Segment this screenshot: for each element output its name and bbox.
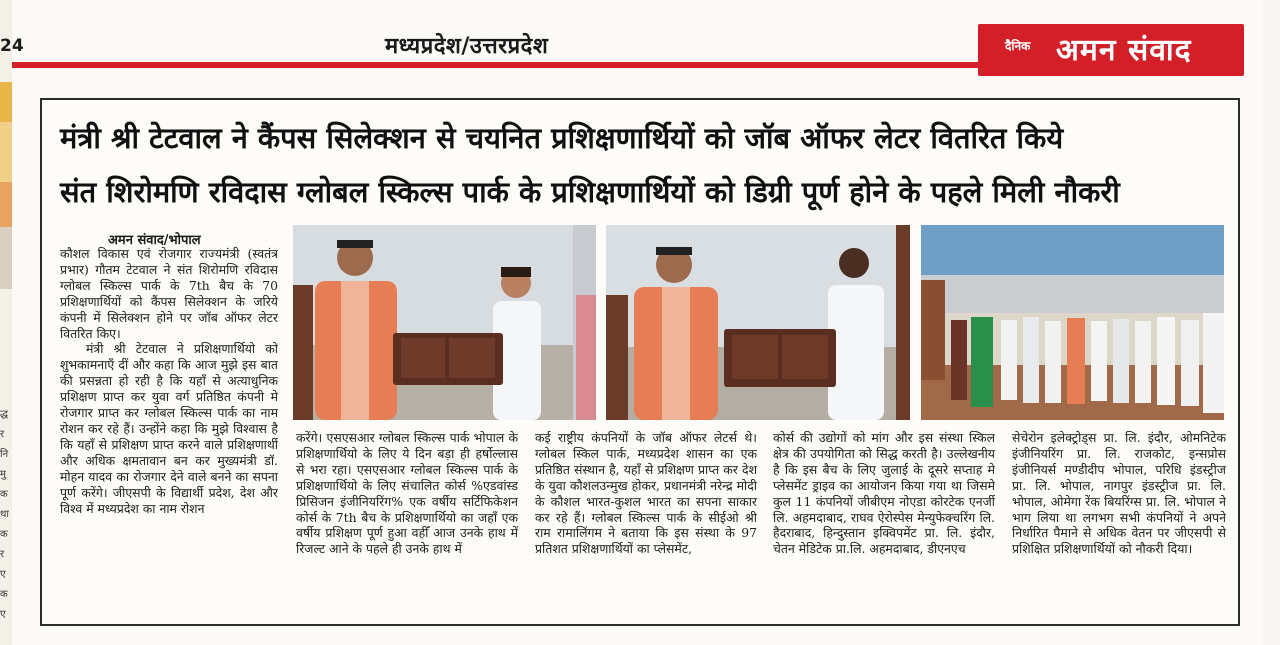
article-column-1 (60, 246, 278, 613)
photo-minister-with-female-trainee (293, 225, 596, 420)
article-paragraph: मंत्री श्री टेटवाल ने प्रशिक्षणार्थियो को शुभकामनाएँ दीं और कहा कि आज मुझे इस बात की प्रसन्नता हो रही है कि यहाँ से अत्याधुनिक प्रशिक्षण प्राप्त कर युवा वर्ग प्रतिष्ठित कंपनी मे रोजगार प्राप्त कर ग्लोबल स्किल्स पार्क का नाम रोशन कर रहे हैं। उन्होंने कहा कि मुझे विश्वास है कि यहाँ से प्रशिक्षण प्राप्त करने वाले प्रशिक्षणार्थी और अधिक क्षमतावान बन कर मुख्यमंत्री डॉ. मोहन यादव का रोजगार देने वाले बनने का सपना पूर्ण करेंगे। जीएसपी के विद्यार्थी प्रदेश, देश और विश्व में मध्यप्रदेश का नाम रोशन (60, 341, 278, 516)
article-paragraph: कौशल विकास एवं रोजगार राज्यमंत्री (स्वतंत्र प्रभार) गौतम टेटवाल ने संत शिरोमणि रविदास ग्लोबल स्किल्स पार्क के 7th बैच के 70 प्रशिक्षणार्थियों को कैंपस सिलेक्शन के जरिये कंपनी में सिलेक्शन होने पर जॉब ऑफर लेटर वितरित किए। (60, 246, 278, 341)
left-margin-fragment: र (0, 549, 5, 560)
left-margin-fragment: क (0, 589, 8, 600)
photo-minister-with-male-trainee (606, 225, 910, 420)
left-strip-ad-block (0, 122, 12, 182)
left-margin-text-column (0, 405, 12, 620)
left-margin-fragment: र (0, 429, 5, 440)
masthead-title: अमन संवाद (1056, 33, 1192, 68)
article-paragraph: करेंगे। एसएसआर ग्लोबल स्किल्स पार्क भोपाल के प्रशिक्षणार्थियो के लिए ये दिन बड़ा ही हर्षोल्लास से भरा रहा। एसएसआर ग्लोबल स्किल्स पार्क के प्रशिक्षणार्थियो के लिए संचालित कोर्स %एडवांस्ड प्रिसिजन इंजीनियरिंग% एक वर्षीय सर्टिफिकेशन कोर्स के 7th बैच के प्रशिक्षणार्थियो का जहाँ एक वर्षीय प्रशिक्षण पूर्ण हुआ वहीँ आज उनके हाथ में रिजल्ट आने के पहले ही उनके हाथ में (296, 430, 518, 557)
photo-1-illustration (293, 225, 596, 420)
masthead-prefix: दैनिक (1005, 39, 1031, 53)
left-margin-fragment: ए (0, 609, 6, 620)
headline-main: मंत्री श्री टेटवाल ने कैंपस सिलेक्शन से चयनित प्रशिक्षणार्थियों को जॉब ऑफर लेटर वितरित किये (60, 121, 1064, 155)
section-title: मध्यप्रदेश/उत्तरप्रदेश (385, 34, 549, 59)
article-column-3 (535, 430, 757, 616)
left-margin-fragment: था (0, 509, 9, 520)
article-column-4 (773, 430, 995, 616)
left-margin-fragment: क (0, 529, 8, 540)
left-margin-fragment: द्ध (0, 409, 8, 420)
left-margin-fragment: क (0, 489, 8, 500)
left-margin-fragment: मु (0, 469, 6, 480)
photo-2-illustration (606, 225, 910, 420)
left-margin-fragment: ए (0, 569, 6, 580)
dateline: अमन संवाद/भोपाल (108, 233, 201, 248)
left-margin-fragment: नि (0, 449, 9, 460)
article-paragraph: कई राष्ट्रीय कंपनियों के जॉब ऑफर लेटर्स थे। ग्लोबल स्किल पार्क, मध्यप्रदेश शासन का एक प्रतिष्ठित संस्थान है, यहाँ से प्रशिक्षण प्राप्त कर देश के युवा कौशलउन्मुख होकर, प्रधानमंत्री नरेन्द्र मोदी के कौशल भारत-कुशल भारत का सपना साकार कर रहे हैं। ग्लोबल स्किल्स पार्क के सीईओ श्री राम रामालिंगम ने बताया कि इस संस्था के 97 प्रतिशत प्रशिक्षणार्थियों का प्लेसमेंट, (535, 430, 757, 557)
header-red-rule (12, 62, 980, 68)
left-strip-ad-block (0, 227, 12, 289)
right-margin-strip (1262, 0, 1280, 645)
article-column-5 (1012, 430, 1226, 616)
photo-3-illustration (921, 225, 1224, 420)
article-paragraph: कोर्स की उद्योगों को मांग और इस संस्था स्किल क्षेत्र की उपयोगिता को सिद्ध करती है। उल्लेखनीय है कि इस बैच के लिए जुलाई के दूसरे सप्ताह मे प्लेसमेंट ड्राइव का आयोजन किया गया था जिसमे कुल 11 कंपनियों जीबीएम नोएडा कोरटेक एनर्जी लि. अहमदाबाद, राघव ऐरोस्पेस मेन्युफेक्चरिंग लि. हैदराबाद, हिन्दुस्तान इक्विपमेंट प्रा. लि. इंदौर, चेतन मेडिटेक प्रा.लि. अहमदाबाद, डीएनएच (773, 430, 995, 557)
left-strip-ad-block (0, 82, 12, 122)
article-paragraph: सेचेरोन इलेक्ट्रोड्स प्रा. लि. इंदौर, ओमनिटेक इंजीनियरिंग प्रा. लि. राजकोट, इन्सप्रोस इंजीनियर्स मण्डीदीप भोपाल, परिधि इंडस्ट्रीज प्रा. लि. भोपाल, नागपुर इंडस्ट्रीज प्रा. लि. भोपाल, ओमेगा रेंक बियरिंग्स प्रा. लि. भोपाल ने भाग लिया था लगभग सभी कंपनियों ने अपने निर्धारित पैमाने से अधिक वेतन पर जीएसपी से प्रशिक्षित प्रशिक्षणार्थियों को नौकरी दिया। (1012, 430, 1226, 557)
left-strip-ad-block (0, 182, 12, 227)
article-column-2 (296, 430, 518, 616)
page-number: 24 (0, 36, 24, 56)
headline-sub: संत शिरोमणि रविदास ग्लोबल स्किल्स पार्क के प्रशिक्षणार्थियों को डिग्री पूर्ण होने के पहले मिली नौकरी (60, 175, 1120, 209)
photo-group-with-trainees (921, 225, 1224, 420)
